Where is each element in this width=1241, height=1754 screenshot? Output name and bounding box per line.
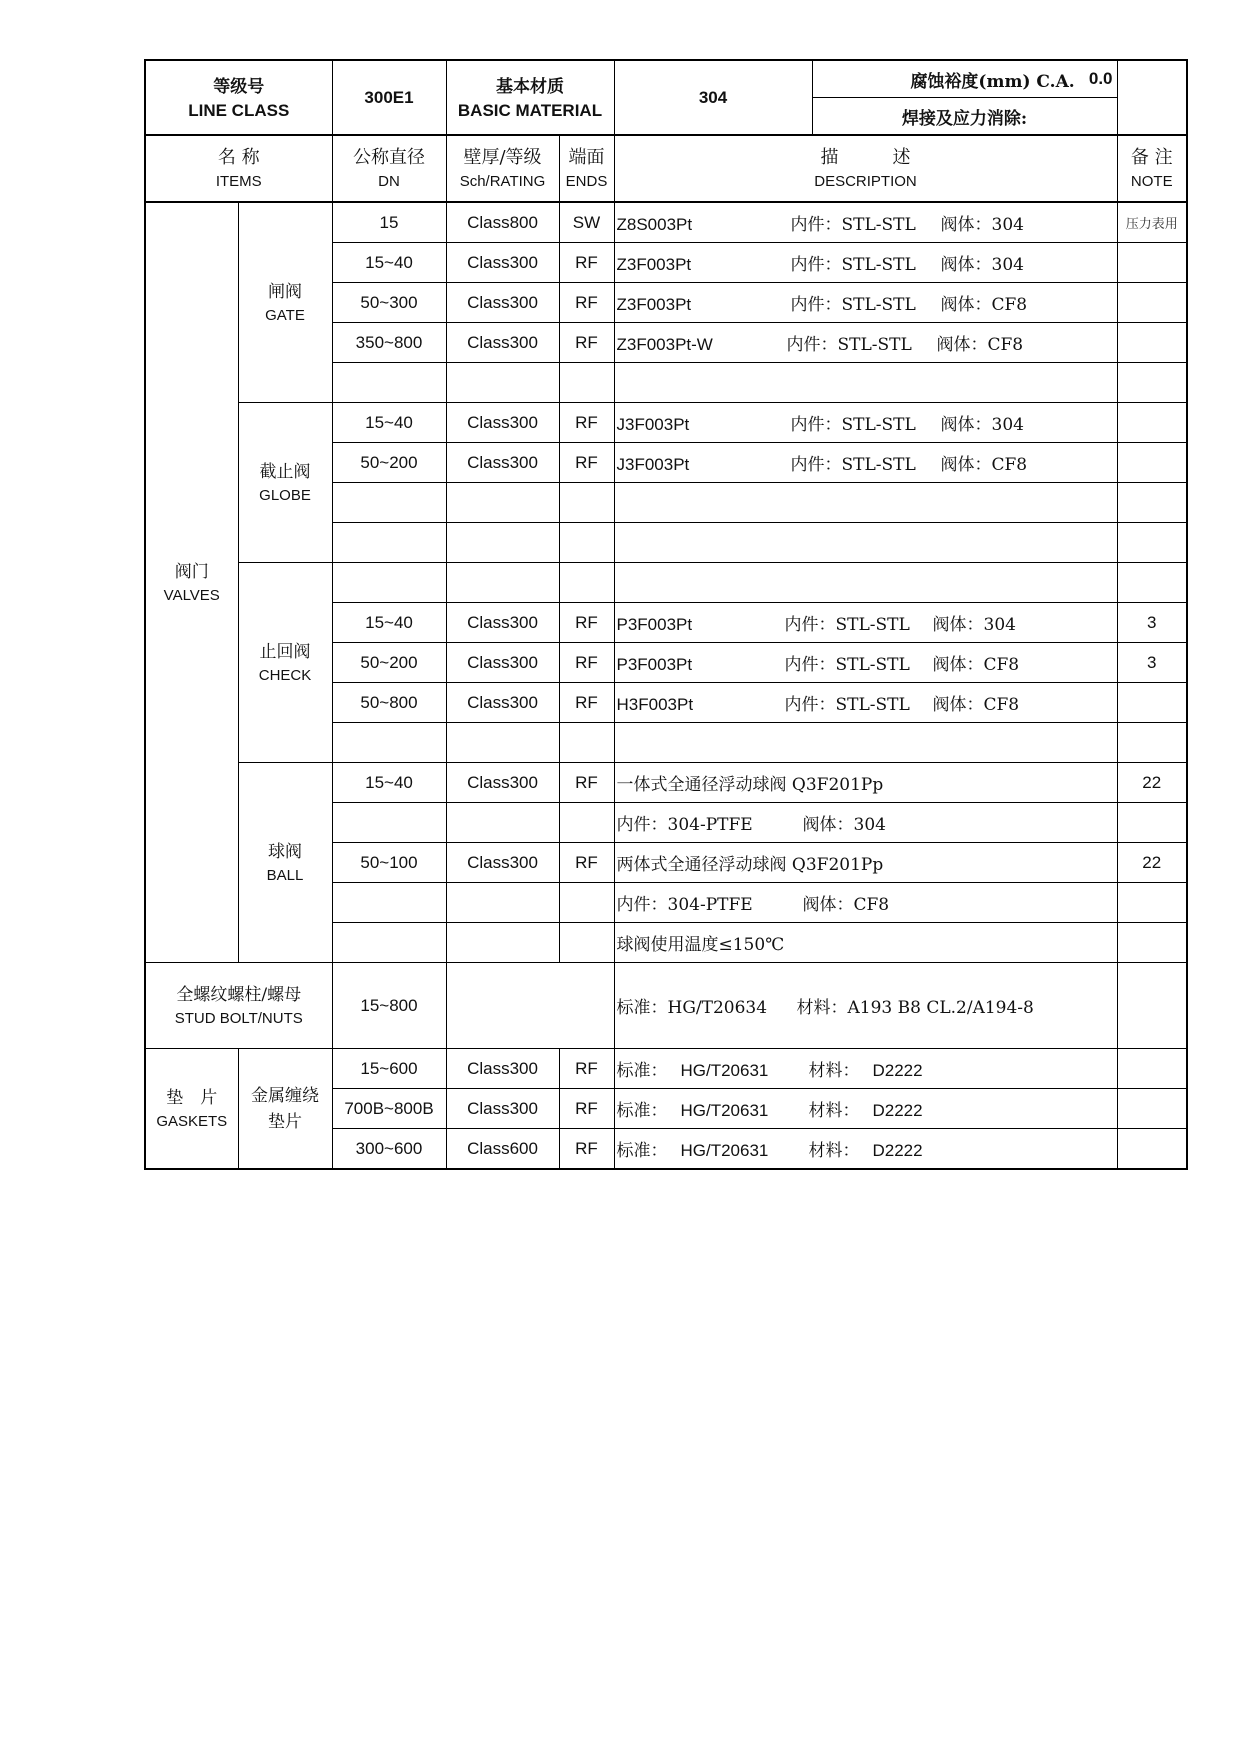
dn-cell	[332, 723, 446, 763]
rating-cell: Class600	[446, 1129, 559, 1170]
piping-class-table	[144, 59, 1188, 1170]
description-cell: 内件：304-PTFE 阀体：CF8	[614, 883, 1117, 923]
col-note: 备 注 NOTE	[1117, 135, 1187, 202]
note-cell	[1117, 883, 1187, 923]
dn-cell: 15~800	[332, 963, 446, 1049]
rating-cell	[446, 363, 559, 403]
header-spacer	[1117, 60, 1187, 135]
rating-cell	[446, 963, 614, 1049]
dn-cell	[332, 883, 446, 923]
note-cell: 22	[1117, 843, 1187, 883]
dn-cell: 15~600	[332, 1049, 446, 1089]
dn-cell: 300~600	[332, 1129, 446, 1170]
description-cell: 内件：304-PTFE 阀体：304	[614, 803, 1117, 843]
ends-cell	[559, 723, 614, 763]
dn-cell: 700B~800B	[332, 1089, 446, 1129]
description-cell: 标准： HG/T20631 材料： D2222	[614, 1089, 1117, 1129]
description-cell: 标准： HG/T20631 材料： D2222	[614, 1049, 1117, 1089]
rating-cell: Class300	[446, 323, 559, 363]
ends-cell: RF	[559, 403, 614, 443]
rating-cell: Class300	[446, 243, 559, 283]
col-items: 名 称 ITEMS	[145, 135, 332, 202]
gaskets-label: 垫 片 GASKETS	[145, 1049, 238, 1170]
description-cell: P3F003Pt 内件：STL-STL 阀体：CF8	[614, 643, 1117, 683]
description-cell: 两体式全通径浮动球阀 Q3F201Pp	[614, 843, 1117, 883]
table-row	[145, 202, 1187, 243]
ends-cell: RF	[559, 1089, 614, 1129]
rating-cell	[446, 483, 559, 523]
rating-cell: Class300	[446, 603, 559, 643]
table-row	[145, 563, 1187, 603]
check-label: 止回阀 CHECK	[238, 563, 332, 763]
dn-cell	[332, 923, 446, 963]
description-cell	[614, 563, 1117, 603]
dn-cell	[332, 483, 446, 523]
rating-cell: Class300	[446, 683, 559, 723]
pwht-label: 焊接及应力消除:	[901, 108, 1028, 129]
valves-label: 阀门 VALVES	[145, 202, 238, 963]
dn-cell: 50~100	[332, 843, 446, 883]
piping-class-sheet	[144, 59, 1186, 1170]
note-cell: 3	[1117, 643, 1187, 683]
dn-cell: 50~200	[332, 643, 446, 683]
description-cell: Z3F003Pt 内件：STL-STL 阀体：CF8	[614, 283, 1117, 323]
dn-cell: 15~40	[332, 763, 446, 803]
dn-cell: 50~200	[332, 443, 446, 483]
ends-cell: RF	[559, 323, 614, 363]
ends-cell: RF	[559, 243, 614, 283]
description-cell: Z3F003Pt-W 内件：STL-STL 阀体：CF8	[614, 323, 1117, 363]
note-cell	[1117, 923, 1187, 963]
description-cell	[614, 523, 1117, 563]
note-cell	[1117, 243, 1187, 283]
description-cell: Z3F003Pt 内件：STL-STL 阀体：304	[614, 243, 1117, 283]
description-cell	[614, 723, 1117, 763]
description-cell: 标准：HG/T20634 材料：A193 B8 CL.2/A194-8	[614, 963, 1117, 1049]
rating-cell	[446, 803, 559, 843]
note-cell	[1117, 363, 1187, 403]
note-cell	[1117, 1129, 1187, 1170]
ends-cell	[559, 563, 614, 603]
corrosion-allowance: 腐蚀裕度(mm) C.A. 0.0	[813, 61, 1117, 98]
basic-material-value: 304	[615, 61, 813, 134]
note-cell	[1117, 963, 1187, 1049]
table-row	[145, 1049, 1187, 1089]
table-row	[145, 963, 1187, 1049]
material-ca-cell	[614, 60, 1117, 135]
dn-cell: 15~40	[332, 403, 446, 443]
dn-cell: 350~800	[332, 323, 446, 363]
rating-cell	[446, 923, 559, 963]
rating-cell: Class300	[446, 1089, 559, 1129]
ends-cell	[559, 803, 614, 843]
dn-cell	[332, 523, 446, 563]
note-cell: 3	[1117, 603, 1187, 643]
ends-cell	[559, 883, 614, 923]
rating-cell: Class300	[446, 843, 559, 883]
rating-cell	[446, 883, 559, 923]
globe-label: 截止阀 GLOBE	[238, 403, 332, 563]
ends-cell: SW	[559, 202, 614, 243]
table-row	[145, 403, 1187, 443]
gate-label: 闸阀 GATE	[238, 202, 332, 403]
dn-cell	[332, 363, 446, 403]
ends-cell	[559, 523, 614, 563]
ends-cell	[559, 923, 614, 963]
ends-cell	[559, 483, 614, 523]
col-ends: 端面 ENDS	[559, 135, 614, 202]
note-cell: 22	[1117, 763, 1187, 803]
description-cell	[614, 483, 1117, 523]
ends-cell: RF	[559, 843, 614, 883]
rating-cell: Class300	[446, 1049, 559, 1089]
rating-cell: Class300	[446, 443, 559, 483]
rating-cell: Class300	[446, 403, 559, 443]
note-cell	[1117, 523, 1187, 563]
col-dn: 公称直径 DN	[332, 135, 446, 202]
description-cell: P3F003Pt 内件：STL-STL 阀体：304	[614, 603, 1117, 643]
rating-cell	[446, 523, 559, 563]
dn-cell	[332, 803, 446, 843]
line-class-value: 300E1	[332, 60, 446, 135]
ball-label: 球阀 BALL	[238, 763, 332, 963]
dn-cell: 50~300	[332, 283, 446, 323]
description-cell	[614, 363, 1117, 403]
col-description: 描 述 DESCRIPTION	[614, 135, 1117, 202]
note-cell	[1117, 723, 1187, 763]
note-cell	[1117, 1049, 1187, 1089]
note-cell	[1117, 683, 1187, 723]
ends-cell: RF	[559, 763, 614, 803]
description-cell: 球阀使用温度≤150℃	[614, 923, 1117, 963]
ends-cell: RF	[559, 603, 614, 643]
dn-cell: 50~800	[332, 683, 446, 723]
col-sch: 壁厚/等级 Sch/RATING	[446, 135, 559, 202]
description-cell: J3F003Pt 内件：STL-STL 阀体：CF8	[614, 443, 1117, 483]
ends-cell	[559, 363, 614, 403]
bolts-label: 全螺纹螺柱/螺母 STUD BOLT/NUTS	[145, 963, 332, 1049]
note-cell: 压力表用	[1117, 202, 1187, 243]
dn-cell	[332, 563, 446, 603]
table-row	[145, 763, 1187, 803]
note-cell	[1117, 443, 1187, 483]
note-cell	[1117, 803, 1187, 843]
description-cell: 一体式全通径浮动球阀 Q3F201Pp	[614, 763, 1117, 803]
dn-cell: 15	[332, 202, 446, 243]
description-cell: Z8S003Pt 内件：STL-STL 阀体：304	[614, 202, 1117, 243]
ends-cell: RF	[559, 1129, 614, 1170]
note-cell	[1117, 1089, 1187, 1129]
description-cell: J3F003Pt 内件：STL-STL 阀体：304	[614, 403, 1117, 443]
basic-material-label: 基本材质 BASIC MATERIAL	[446, 60, 614, 135]
note-cell	[1117, 323, 1187, 363]
rating-cell: Class800	[446, 202, 559, 243]
note-cell	[1117, 403, 1187, 443]
description-cell: H3F003Pt 内件：STL-STL 阀体：CF8	[614, 683, 1117, 723]
line-class-label: 等级号 LINE CLASS	[145, 60, 332, 135]
ends-cell: RF	[559, 683, 614, 723]
rating-cell: Class300	[446, 643, 559, 683]
note-cell	[1117, 283, 1187, 323]
note-cell	[1117, 563, 1187, 603]
rating-cell: Class300	[446, 283, 559, 323]
description-cell: 标准： HG/T20631 材料： D2222	[614, 1129, 1117, 1170]
dn-cell: 15~40	[332, 243, 446, 283]
ends-cell: RF	[559, 1049, 614, 1089]
rating-cell: Class300	[446, 763, 559, 803]
rating-cell	[446, 563, 559, 603]
note-cell	[1117, 483, 1187, 523]
dn-cell: 15~40	[332, 603, 446, 643]
ends-cell: RF	[559, 443, 614, 483]
rating-cell	[446, 723, 559, 763]
ends-cell: RF	[559, 283, 614, 323]
gasket-type-label: 金属缠绕 垫片	[238, 1049, 332, 1170]
ends-cell: RF	[559, 643, 614, 683]
